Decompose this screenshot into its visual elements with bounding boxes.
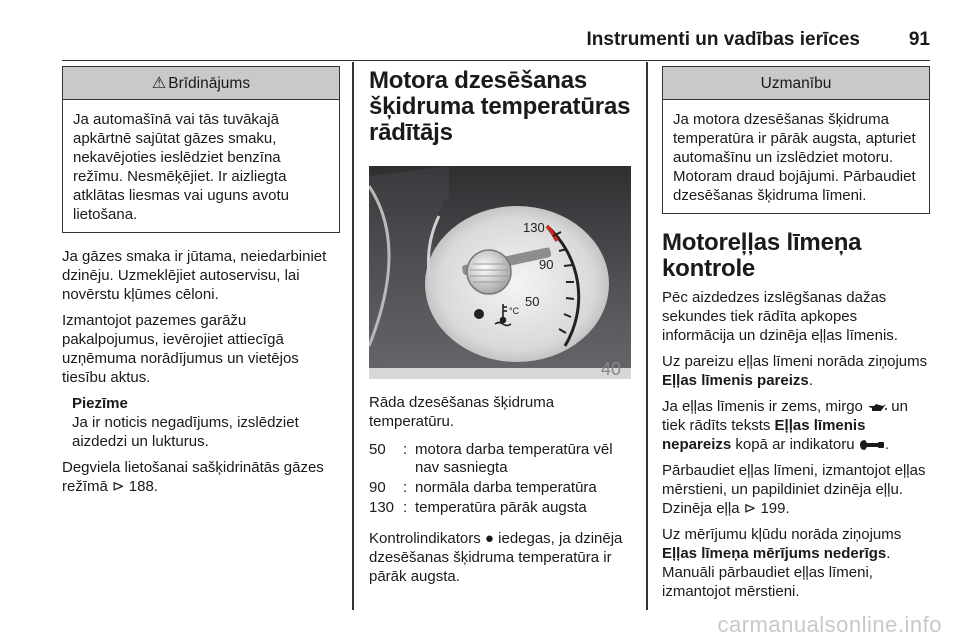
- paragraph-garage: Izmantojot pazemes garāžu pakalpojumus, ievērojiet attiecīgā uzņēmuma norādījumus un vietējos tiesību aktus.: [62, 312, 299, 386]
- header-title: Instrumenti un vadības ierīces: [586, 29, 860, 50]
- watermark: carmanualsonline.info: [717, 612, 942, 637]
- oil-low-text-c: kopā ar indikatoru: [735, 436, 855, 453]
- warning-box: [62, 66, 340, 233]
- coolant-gauge-heading: Motora dzesēšanas šķidruma temperatūras rādītājs: [369, 67, 631, 146]
- oil-level-heading: Motoreļļas līmeņa kontrole: [662, 229, 862, 282]
- indicator-dot-icon: ●: [484, 530, 494, 547]
- gauge-dial-face: [425, 206, 609, 362]
- page-ref-arrow-icon: ⊳: [743, 500, 757, 517]
- note-title: Piezīme: [72, 395, 128, 412]
- oil-low-text-a: Ja eļļas līmenis ir zems, mirgo: [662, 398, 863, 415]
- definition-row: [369, 479, 633, 499]
- definition-sep: :: [403, 499, 408, 516]
- temperature-definitions: [369, 441, 633, 519]
- definition-sep: :: [403, 479, 408, 496]
- definition-row: [369, 499, 633, 519]
- coolant-temperature-gauge-image: [369, 166, 631, 379]
- warning-box-body: Ja automašīnā vai tās tuvākajā apkārtnē sajūtat gāzes smaku, nekavējoties ieslēdziet benzīna režīmu. Nesmēķējiet. Ir aizliegta atklātas liesmas vai uguns avotu lietošana.: [73, 111, 289, 223]
- gauge-label-130: 130: [523, 220, 545, 235]
- definition-value: normāla darba temperatūra: [415, 479, 597, 496]
- note-block: [62, 394, 340, 451]
- needle-hub: [467, 250, 511, 294]
- definition-value: temperatūra pārāk augsta: [415, 499, 587, 516]
- definition-sep: :: [403, 441, 408, 458]
- column-divider-1: [352, 62, 354, 610]
- oil-error-message: Eļļas līmeņa mērījums nederīgs: [662, 545, 887, 562]
- page-ref-link[interactable]: 199.: [760, 500, 790, 517]
- paragraph-oil-measure-error: [662, 525, 930, 601]
- celsius-unit-icon: °C: [509, 306, 520, 316]
- column-1: [62, 66, 340, 503]
- paragraph-oil-low: [662, 397, 930, 454]
- page-ref-link[interactable]: 188.: [128, 478, 158, 495]
- oil-check-text: Pārbaudiet eļļas līmeni, izmantojot eļļas mērstieni, un papildiniet dzinēja eļļu. Dzinēja eļļa: [662, 462, 926, 517]
- oil-correct-text: Uz pareizu eļļas līmeni norāda ziņojums: [662, 353, 928, 370]
- note-body: Ja ir noticis negadījums, izslēdziet aizdedzi un lukturus.: [72, 414, 299, 450]
- indicator-dot: [474, 309, 484, 319]
- paragraph-gas-smell: Ja gāzes smaka ir jūtama, neiedarbiniet dzinēju. Uzmeklējiet autoservisu, lai novērstu kļūmes cēloni.: [62, 248, 327, 303]
- column-2: [369, 68, 633, 593]
- definition-key: 50: [369, 441, 386, 458]
- oil-correct-message: Eļļas līmenis pareizs: [662, 372, 809, 389]
- paragraph-oil-correct: [662, 352, 930, 390]
- gauge-background-label: 40: [601, 359, 622, 379]
- gauge-label-50: 50: [525, 294, 540, 309]
- oil-low-message: Eļļas līmenis nepareizs: [662, 417, 866, 453]
- caution-box: [662, 66, 930, 214]
- gauge-label-90: 90: [539, 257, 554, 272]
- definition-key: 130: [369, 499, 395, 516]
- lpg-fuel-text: Degviela lietošanai sašķidrinātās gāzes režīmā: [62, 459, 324, 495]
- oil-can-icon: [867, 401, 887, 413]
- paragraph-oil-check: [662, 461, 930, 518]
- definition-row: [369, 441, 633, 479]
- wrench-service-icon: [859, 439, 885, 451]
- paragraph-indicator: [369, 529, 633, 586]
- indicator-text-before: Kontrolindikators: [369, 530, 481, 547]
- paragraph-oil-info: Pēc aizdedzes izslēgšanas dažas sekundes tiek rādīta apkopes informācija un dzinēja eļļas līmenis.: [662, 289, 898, 344]
- definition-key: 90: [369, 479, 386, 496]
- column-divider-2: [646, 62, 648, 610]
- page-number: 91: [908, 29, 930, 50]
- warning-box-header: [63, 67, 339, 100]
- warning-triangle-icon: ⚠: [151, 75, 167, 92]
- indicator-text-after: iedegas, ja dzinēja dzesēšanas šķidruma temperatūra ir pārāk augsta.: [369, 530, 623, 585]
- page-header: [62, 26, 930, 61]
- oil-low-end: .: [884, 436, 889, 453]
- gauge-bottom-edge: [369, 368, 631, 379]
- coolant-intro: Rāda dzesēšanas šķidruma temperatūru.: [369, 394, 555, 430]
- definition-value: motora darba temperatūra vēl nav sasniegta: [415, 441, 613, 476]
- warning-box-title: Brīdinājums: [168, 75, 251, 92]
- oil-error-text: Uz mērījumu kļūdu norāda ziņojums: [662, 526, 902, 543]
- oil-correct-end: .: [808, 372, 813, 389]
- column-3: [662, 66, 930, 608]
- paragraph-lpg-fuel: [62, 458, 340, 496]
- caution-box-body: Ja motora dzesēšanas šķidruma temperatūra ir pārāk augsta, apturiet automašīnu un izslēdziet motoru. Motoram draud bojājumi. Pārbaudiet dzesēšanas šķidruma līmeni.: [673, 111, 916, 204]
- page-ref-arrow-icon: ⊳: [112, 478, 125, 495]
- caution-box-header: Uzmanību: [663, 67, 929, 100]
- oil-error-end: . Manuāli pārbaudiet eļļas līmeni, izmantojot mērstieni.: [662, 545, 891, 600]
- oil-low-text-b: un tiek rādīts teksts: [662, 398, 908, 434]
